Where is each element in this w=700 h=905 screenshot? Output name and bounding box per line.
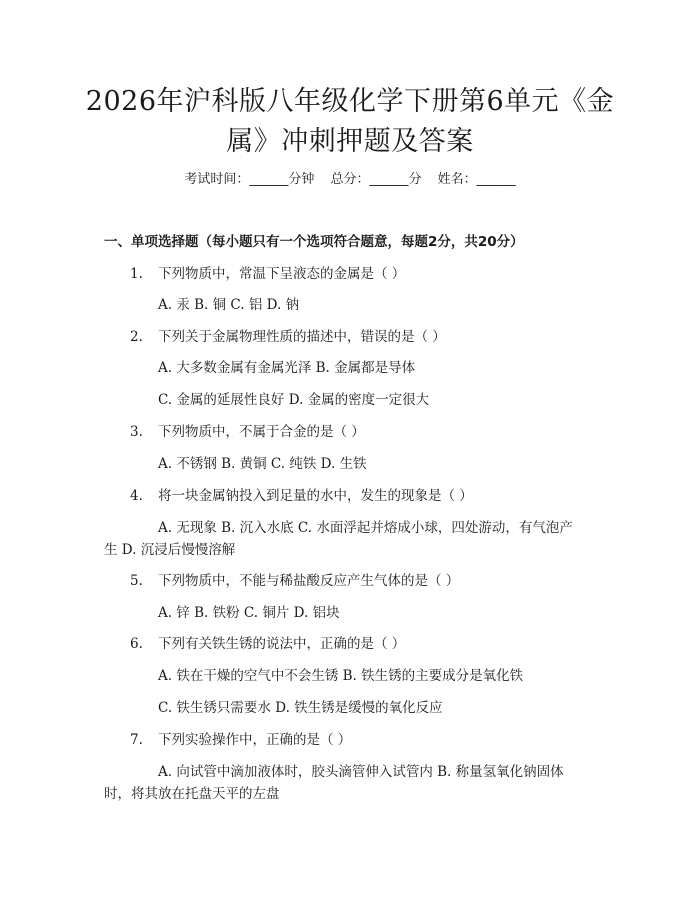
question-number: 4. (130, 488, 143, 504)
exam-time: 考试时间：______分钟 (184, 172, 315, 187)
question-number: 3. (130, 424, 143, 440)
question-number: 2. (130, 329, 143, 345)
question-5-options: A. 锌 B. 铁粉 C. 铜片 D. 铝块 (158, 605, 340, 621)
question-text: 下列物质中，不能与稀盐酸反应产生气体的是（ ） (158, 573, 460, 589)
title-line-1: 2026年沪科版八年级化学下册第6单元《金 (85, 86, 615, 117)
total-score: 总分：______分 (330, 172, 422, 187)
question-number: 5. (130, 573, 143, 589)
question-2-options-line-2: C. 金属的延展性良好 D. 金属的密度一定很大 (158, 392, 430, 408)
question-text: 下列有关铁生锈的说法中，正确的是（ ） (158, 636, 406, 652)
question-number: 6. (130, 636, 143, 652)
question-4 (130, 484, 473, 504)
question-7-options-line-2: 时，将其放在托盘天平的左盘 (104, 786, 280, 802)
question-2-options-line-1: A. 大多数金属有金属光泽 B. 金属都是导体 (158, 360, 416, 376)
question-2 (130, 325, 446, 345)
title-line-2: 属》冲刺押题及答案 (226, 126, 474, 157)
question-4-options-line-1: A. 无现象 B. 沉入水底 C. 水面浮起并熔成小球，四处游动，有气泡产 (158, 520, 573, 536)
question-6-options-line-2: C. 铁生锈只需要水 D. 铁生锈是缓慢的氧化反应 (158, 700, 443, 716)
question-1 (130, 262, 405, 282)
question-1-options: A. 汞 B. 铜 C. 铝 D. 钠 (158, 297, 300, 313)
question-7 (130, 728, 351, 748)
question-text: 下列实验操作中，正确的是（ ） (158, 732, 352, 748)
exam-meta (0, 168, 700, 187)
question-3-options: A. 不锈钢 B. 黄铜 C. 纯铁 D. 生铁 (158, 456, 367, 472)
question-4-options-line-2: 生 D. 沉浸后慢慢溶解 (104, 542, 236, 558)
question-text: 下列关于金属物理性质的描述中，错误的是（ ） (158, 329, 446, 345)
question-text: 将一块金属钠投入到足量的水中，发生的现象是（ ） (158, 488, 473, 504)
question-3 (130, 420, 365, 440)
question-number: 1. (130, 266, 143, 282)
question-6 (130, 632, 405, 652)
student-name: 姓名：______ (437, 172, 516, 187)
page-title (80, 82, 620, 162)
question-6-options-line-1: A. 铁在干燥的空气中不会生锈 B. 铁生锈的主要成分是氧化铁 (158, 668, 524, 684)
section-title: 一、单项选择题（每小题只有一个选项符合题意，每题2分，共20分） (104, 234, 524, 250)
question-number: 7. (130, 732, 143, 748)
question-text: 下列物质中，不属于合金的是（ ） (158, 424, 365, 440)
question-text: 下列物质中，常温下呈液态的金属是（ ） (158, 266, 406, 282)
question-5 (130, 569, 459, 589)
question-7-options-line-1: A. 向试管中滴加液体时，胶头滴管伸入试管内 B. 称量氢氧化钠固体 (158, 764, 564, 780)
